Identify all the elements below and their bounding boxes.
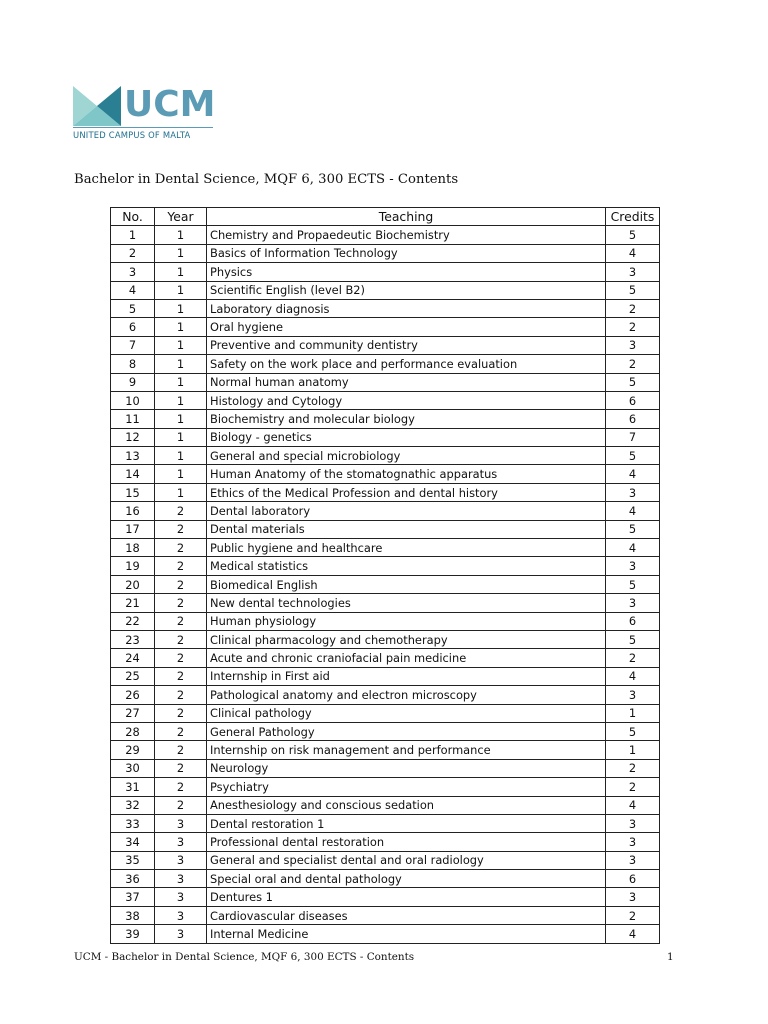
cell-teaching: Cardiovascular diseases (207, 906, 606, 924)
cell-no: 25 (111, 667, 155, 685)
cell-no: 5 (111, 299, 155, 317)
cell-no: 15 (111, 483, 155, 501)
cell-teaching: Safety on the work place and performance evaluation (207, 355, 606, 373)
cell-year: 1 (155, 373, 207, 391)
cell-no: 13 (111, 447, 155, 465)
table-row (111, 888, 660, 906)
cell-credits: 2 (606, 906, 660, 924)
cell-teaching: Medical statistics (207, 557, 606, 575)
cell-no: 38 (111, 906, 155, 924)
cell-no: 12 (111, 428, 155, 446)
cell-teaching: Oral hygiene (207, 318, 606, 336)
cell-credits: 4 (606, 667, 660, 685)
cell-teaching: Dental laboratory (207, 502, 606, 520)
cell-year: 2 (155, 649, 207, 667)
cell-teaching: Dental restoration 1 (207, 814, 606, 832)
cell-teaching: Professional dental restoration (207, 833, 606, 851)
cell-no: 6 (111, 318, 155, 336)
cell-credits: 2 (606, 355, 660, 373)
table-row (111, 906, 660, 924)
cell-year: 2 (155, 667, 207, 685)
cell-no: 30 (111, 759, 155, 777)
table-row (111, 575, 660, 593)
cell-year: 1 (155, 410, 207, 428)
cell-no: 32 (111, 796, 155, 814)
table-row (111, 722, 660, 740)
cell-no: 9 (111, 373, 155, 391)
cell-year: 1 (155, 465, 207, 483)
cell-no: 19 (111, 557, 155, 575)
cell-teaching: Biology - genetics (207, 428, 606, 446)
header-credits: Credits (606, 208, 660, 226)
cell-teaching: Internal Medicine (207, 925, 606, 943)
table-row (111, 741, 660, 759)
cell-year: 3 (155, 851, 207, 869)
cell-no: 24 (111, 649, 155, 667)
cell-no: 36 (111, 870, 155, 888)
cell-credits: 2 (606, 778, 660, 796)
table-row (111, 244, 660, 262)
table-row (111, 796, 660, 814)
cell-year: 1 (155, 428, 207, 446)
cell-credits: 5 (606, 575, 660, 593)
cell-year: 1 (155, 299, 207, 317)
cell-credits: 3 (606, 336, 660, 354)
table-row (111, 557, 660, 575)
cell-teaching: Ethics of the Medical Profession and dental history (207, 483, 606, 501)
table-row (111, 630, 660, 648)
cell-credits: 1 (606, 704, 660, 722)
cell-credits: 3 (606, 557, 660, 575)
table-row (111, 502, 660, 520)
cell-teaching: Internship in First aid (207, 667, 606, 685)
cell-teaching: Acute and chronic craniofacial pain medicine (207, 649, 606, 667)
table-row (111, 428, 660, 446)
cell-no: 33 (111, 814, 155, 832)
cell-year: 3 (155, 925, 207, 943)
cell-year: 1 (155, 281, 207, 299)
cell-no: 14 (111, 465, 155, 483)
cell-year: 1 (155, 355, 207, 373)
table-row (111, 649, 660, 667)
cell-credits: 3 (606, 483, 660, 501)
cell-teaching: Clinical pathology (207, 704, 606, 722)
cell-year: 1 (155, 391, 207, 409)
cell-year: 2 (155, 502, 207, 520)
table-row (111, 520, 660, 538)
cell-credits: 6 (606, 870, 660, 888)
cell-teaching: General Pathology (207, 722, 606, 740)
table-header-row (111, 208, 660, 226)
cell-no: 34 (111, 833, 155, 851)
cell-year: 1 (155, 447, 207, 465)
cell-teaching: Internship on risk management and performance (207, 741, 606, 759)
cell-teaching: Human Anatomy of the stomatognathic apparatus (207, 465, 606, 483)
cell-no: 3 (111, 263, 155, 281)
cell-no: 26 (111, 686, 155, 704)
table-row (111, 336, 660, 354)
cell-year: 2 (155, 704, 207, 722)
cell-year: 2 (155, 686, 207, 704)
cell-year: 2 (155, 612, 207, 630)
cell-teaching: Preventive and community dentistry (207, 336, 606, 354)
cell-teaching: Neurology (207, 759, 606, 777)
table-row (111, 355, 660, 373)
cell-credits: 4 (606, 925, 660, 943)
cell-no: 4 (111, 281, 155, 299)
cell-no: 27 (111, 704, 155, 722)
cell-credits: 3 (606, 833, 660, 851)
logo-wordmark: UCM (124, 84, 216, 125)
cell-teaching: Biomedical English (207, 575, 606, 593)
cell-credits: 6 (606, 410, 660, 428)
cell-credits: 2 (606, 649, 660, 667)
cell-teaching: Psychiatry (207, 778, 606, 796)
table-row (111, 410, 660, 428)
cell-teaching: Biochemistry and molecular biology (207, 410, 606, 428)
cell-credits: 4 (606, 465, 660, 483)
cell-credits: 5 (606, 226, 660, 244)
cell-no: 7 (111, 336, 155, 354)
cell-credits: 4 (606, 502, 660, 520)
cell-year: 1 (155, 318, 207, 336)
cell-credits: 3 (606, 594, 660, 612)
table-row (111, 226, 660, 244)
cell-no: 16 (111, 502, 155, 520)
cell-credits: 3 (606, 686, 660, 704)
cell-teaching: Dentures 1 (207, 888, 606, 906)
table-row (111, 778, 660, 796)
cell-year: 3 (155, 906, 207, 924)
cell-no: 37 (111, 888, 155, 906)
cell-year: 3 (155, 833, 207, 851)
table-body (111, 226, 660, 943)
cell-credits: 3 (606, 851, 660, 869)
cell-credits: 5 (606, 447, 660, 465)
cell-no: 39 (111, 925, 155, 943)
cell-credits: 4 (606, 796, 660, 814)
cell-credits: 4 (606, 244, 660, 262)
cell-year: 1 (155, 263, 207, 281)
table-row (111, 612, 660, 630)
cell-credits: 3 (606, 888, 660, 906)
cell-credits: 2 (606, 759, 660, 777)
cell-year: 2 (155, 759, 207, 777)
cell-credits: 5 (606, 281, 660, 299)
cell-no: 21 (111, 594, 155, 612)
cell-no: 31 (111, 778, 155, 796)
logo-divider (73, 127, 213, 128)
cell-year: 1 (155, 244, 207, 262)
logo-subtitle: UNITED CAMPUS OF MALTA (73, 130, 191, 140)
cell-teaching: Public hygiene and healthcare (207, 539, 606, 557)
cell-no: 23 (111, 630, 155, 648)
cell-credits: 4 (606, 539, 660, 557)
cell-no: 11 (111, 410, 155, 428)
header-year: Year (155, 208, 207, 226)
table-row (111, 318, 660, 336)
table-row (111, 759, 660, 777)
cell-no: 22 (111, 612, 155, 630)
cell-teaching: General and specialist dental and oral radiology (207, 851, 606, 869)
cell-credits: 7 (606, 428, 660, 446)
cell-credits: 5 (606, 722, 660, 740)
cell-teaching: General and special microbiology (207, 447, 606, 465)
cell-credits: 6 (606, 612, 660, 630)
cell-no: 1 (111, 226, 155, 244)
cell-teaching: Anesthesiology and conscious sedation (207, 796, 606, 814)
cell-year: 2 (155, 539, 207, 557)
cell-teaching: Basics of Information Technology (207, 244, 606, 262)
table-row (111, 704, 660, 722)
table-row (111, 281, 660, 299)
table-row (111, 594, 660, 612)
cell-year: 2 (155, 741, 207, 759)
table-row (111, 373, 660, 391)
cell-year: 2 (155, 778, 207, 796)
cell-year: 1 (155, 226, 207, 244)
cell-year: 2 (155, 557, 207, 575)
cell-credits: 5 (606, 630, 660, 648)
table-row (111, 667, 660, 685)
footer-text: UCM - Bachelor in Dental Science, MQF 6, 300 ECTS - Contents (74, 951, 415, 963)
cell-teaching: Special oral and dental pathology (207, 870, 606, 888)
cell-year: 2 (155, 594, 207, 612)
cell-no: 35 (111, 851, 155, 869)
cell-no: 17 (111, 520, 155, 538)
cell-no: 8 (111, 355, 155, 373)
cell-credits: 5 (606, 373, 660, 391)
cell-credits: 6 (606, 391, 660, 409)
cell-credits: 3 (606, 814, 660, 832)
table-row (111, 447, 660, 465)
cell-teaching: New dental technologies (207, 594, 606, 612)
ucm-logo-mark-icon (73, 86, 123, 126)
cell-year: 2 (155, 630, 207, 648)
cell-no: 10 (111, 391, 155, 409)
header-no: No. (111, 208, 155, 226)
cell-credits: 2 (606, 299, 660, 317)
cell-teaching: Scientific English (level B2) (207, 281, 606, 299)
header-teaching: Teaching (207, 208, 606, 226)
cell-year: 2 (155, 575, 207, 593)
cell-teaching: Human physiology (207, 612, 606, 630)
table-row (111, 870, 660, 888)
cell-year: 1 (155, 483, 207, 501)
cell-credits: 5 (606, 520, 660, 538)
cell-teaching: Physics (207, 263, 606, 281)
cell-no: 18 (111, 539, 155, 557)
table-row (111, 851, 660, 869)
cell-year: 3 (155, 814, 207, 832)
table-row (111, 686, 660, 704)
table-row (111, 465, 660, 483)
table-row (111, 263, 660, 281)
table-row (111, 391, 660, 409)
document-title: Bachelor in Dental Science, MQF 6, 300 ECTS - Contents (74, 172, 459, 187)
cell-teaching: Chemistry and Propaedeutic Biochemistry (207, 226, 606, 244)
cell-no: 2 (111, 244, 155, 262)
cell-year: 3 (155, 870, 207, 888)
cell-teaching: Histology and Cytology (207, 391, 606, 409)
cell-teaching: Normal human anatomy (207, 373, 606, 391)
cell-credits: 3 (606, 263, 660, 281)
table-row (111, 814, 660, 832)
cell-teaching: Clinical pharmacology and chemotherapy (207, 630, 606, 648)
cell-year: 2 (155, 796, 207, 814)
cell-no: 29 (111, 741, 155, 759)
cell-credits: 1 (606, 741, 660, 759)
cell-no: 28 (111, 722, 155, 740)
contents-table (110, 207, 660, 944)
cell-year: 2 (155, 722, 207, 740)
table-row (111, 833, 660, 851)
ucm-logo (73, 86, 233, 144)
cell-year: 1 (155, 336, 207, 354)
cell-teaching: Dental materials (207, 520, 606, 538)
cell-no: 20 (111, 575, 155, 593)
cell-year: 3 (155, 888, 207, 906)
cell-teaching: Pathological anatomy and electron microscopy (207, 686, 606, 704)
cell-year: 2 (155, 520, 207, 538)
table-row (111, 483, 660, 501)
table-row (111, 299, 660, 317)
table-row (111, 539, 660, 557)
page-number: 1 (667, 951, 674, 963)
cell-credits: 2 (606, 318, 660, 336)
table-row (111, 925, 660, 943)
cell-teaching: Laboratory diagnosis (207, 299, 606, 317)
